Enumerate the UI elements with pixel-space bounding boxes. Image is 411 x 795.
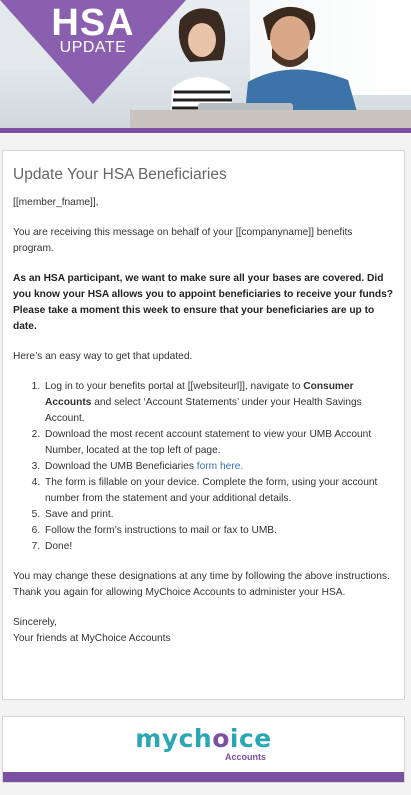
badge-title: HSA bbox=[51, 2, 135, 44]
step-6: 6. Follow the form’s instructions to mail or fax to UMB. bbox=[43, 523, 394, 539]
steps-list bbox=[13, 379, 394, 555]
signoff: Sincerely, bbox=[13, 617, 57, 628]
step-5: 5. Save and print. bbox=[43, 507, 394, 523]
step-3 bbox=[43, 459, 394, 475]
easy-way-text: Here’s an easy way to get that updated. bbox=[13, 351, 193, 362]
hsa-update-badge bbox=[0, 0, 186, 109]
intro-paragraph: You are receiving this message on behalf of your [[companyname]] benefits program. bbox=[13, 227, 353, 254]
signoff-block bbox=[13, 615, 394, 647]
step-1-text-a: Log in to your benefits portal at [[websiteurl]], navigate to bbox=[45, 381, 304, 392]
step-4: 4. The form is fillable on your device. Complete the form, using your account number from the statement and your additional details. bbox=[43, 475, 394, 507]
logo-ch: ch bbox=[178, 724, 213, 753]
closing-paragraph: You may change these designations at any time by following the above instructions. Thank you again for allowing MyChoice Accounts to administer your HSA. bbox=[13, 571, 390, 598]
step-7: 7. Done! bbox=[43, 539, 394, 555]
hero-accent-bar bbox=[0, 128, 411, 133]
logo-subtitle: Accounts bbox=[225, 752, 267, 762]
logo-o: o bbox=[212, 724, 230, 753]
step-2: 2. Download the most recent account statement to view your UMB Account Number, located at the top left of page. bbox=[43, 427, 394, 459]
hero-banner bbox=[0, 0, 411, 133]
step-1-bold: Consumer Accounts bbox=[45, 381, 354, 408]
logo-ice: ice bbox=[229, 724, 272, 753]
badge-subtitle: UPDATE bbox=[59, 39, 127, 56]
step-1-text-b: and select ‘Account Statements’ under your Health Savings Account. bbox=[45, 397, 362, 424]
step-3-text: Download the UMB Beneficiaries bbox=[45, 461, 197, 472]
mychoice-logo bbox=[3, 724, 404, 762]
form-link[interactable]: form here. bbox=[196, 461, 244, 472]
footer-accent-bar bbox=[3, 772, 404, 782]
footer bbox=[2, 716, 405, 783]
logo-my: my bbox=[135, 724, 179, 753]
step-1 bbox=[43, 379, 394, 427]
highlight-paragraph: As an HSA participant, we want to make sure all your bases are covered. Did you know your HSA allows you to appoint beneficiaries to receive your funds? Please take a moment this week to ensure that your beneficiaries are up to date. bbox=[13, 273, 394, 332]
page-title: Update Your HSA Beneficiaries bbox=[13, 166, 227, 183]
greeting: [[member_fname]], bbox=[13, 197, 99, 208]
signature: Your friends at MyChoice Accounts bbox=[13, 633, 171, 644]
message-card bbox=[2, 150, 405, 700]
